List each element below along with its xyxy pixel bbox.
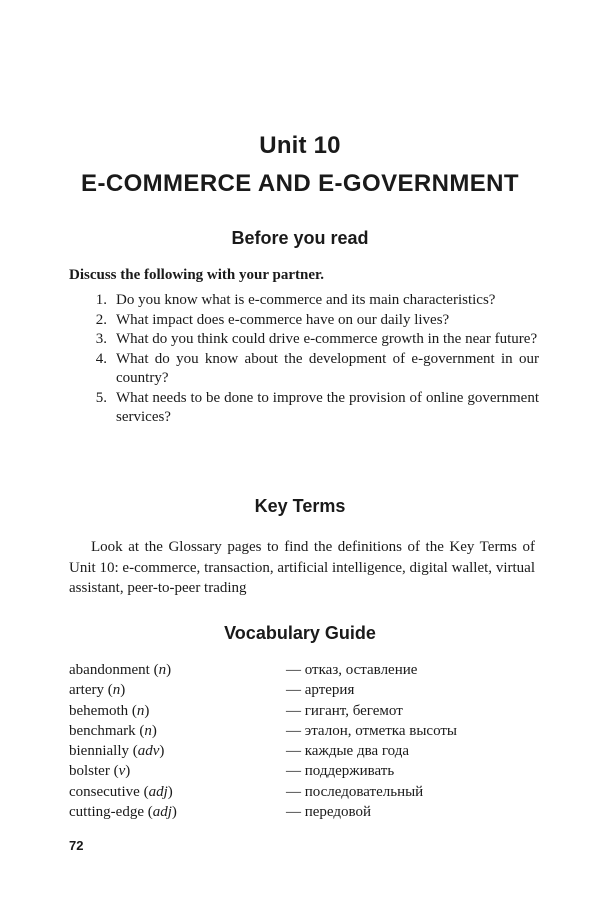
question-text: What do you think could drive e-commerce growth in the near future? <box>116 331 538 347</box>
question-item <box>69 350 539 389</box>
vocabulary-translation: — последовательный <box>286 783 424 800</box>
part-of-speech: n <box>136 702 145 719</box>
question-item <box>69 330 539 350</box>
question-number: 5. <box>95 389 107 406</box>
unit-number: Unit 10 <box>259 132 341 159</box>
discussion-instruction: Discuss the following with your partner. <box>69 267 325 283</box>
question-list <box>69 291 539 428</box>
vocabulary-translation: — передовой <box>286 804 372 821</box>
part-of-speech: n <box>112 682 121 699</box>
part-of-speech: adj <box>148 783 168 800</box>
unit-title: E-COMMERCE AND E-GOVERNMENT <box>81 170 519 197</box>
key-terms-heading: Key Terms <box>254 496 346 516</box>
question-text: What do you know about the development of e-government in our country? <box>116 350 539 386</box>
question-number: 3. <box>95 331 107 347</box>
vocabulary-term: bolster (v) <box>69 763 131 780</box>
part-of-speech: v <box>118 763 126 780</box>
key-terms-text: Look at the Glossary pages to find the definitions of the Key Terms of Unit 10: e-commerce, transaction, artificial intelligence, digital wallet, virtual assistant, peer-to-peer trading <box>69 539 535 596</box>
question-number: 4. <box>95 350 107 367</box>
vocabulary-term: behemoth (n) <box>69 702 150 719</box>
part-of-speech: adj <box>152 804 172 821</box>
question-item <box>69 291 539 311</box>
question-text: What impact does e-commerce have on our daily lives? <box>116 311 450 328</box>
vocabulary-translation: — каждые два года <box>286 743 410 760</box>
vocabulary-term: biennially (adv) <box>69 743 165 760</box>
vocabulary-guide-heading: Vocabulary Guide <box>224 623 376 643</box>
question-item <box>69 389 539 428</box>
part-of-speech: adv <box>137 743 160 760</box>
vocabulary-term: abandonment (n) <box>69 662 172 678</box>
vocabulary-translation: — поддерживать <box>286 763 395 780</box>
vocabulary-translation: — артерия <box>286 682 355 699</box>
vocabulary-entry <box>69 701 539 721</box>
question-text: What needs to be done to improve the provision of online government services? <box>116 389 539 425</box>
page-number: 72 <box>69 838 84 853</box>
part-of-speech: n <box>158 662 167 678</box>
question-item <box>69 311 539 331</box>
vocabulary-translation: — гигант, бегемот <box>286 702 403 719</box>
before-you-read-heading: Before you read <box>231 228 369 248</box>
vocabulary-entry <box>69 660 539 680</box>
vocabulary-term: consecutive (adj) <box>69 783 173 800</box>
question-number: 2. <box>95 311 107 328</box>
vocabulary-entry <box>69 802 539 822</box>
vocabulary-entry <box>69 721 539 741</box>
part-of-speech: n <box>144 722 152 739</box>
vocabulary-term: benchmark (n) <box>69 722 157 739</box>
vocabulary-list <box>69 660 539 822</box>
vocabulary-translation: — эталон, отметка высоты <box>286 722 458 739</box>
vocabulary-entry <box>69 782 539 802</box>
vocabulary-term: artery (n) <box>69 682 126 699</box>
vocabulary-entry <box>69 761 539 781</box>
question-text: Do you know what is e-commerce and its main characteristics? <box>116 292 496 308</box>
vocabulary-entry <box>69 741 539 761</box>
question-number: 1. <box>95 292 107 308</box>
vocabulary-entry <box>69 680 539 700</box>
vocabulary-term: cutting-edge (adj) <box>69 804 177 821</box>
vocabulary-translation: — отказ, оставление <box>286 662 418 678</box>
